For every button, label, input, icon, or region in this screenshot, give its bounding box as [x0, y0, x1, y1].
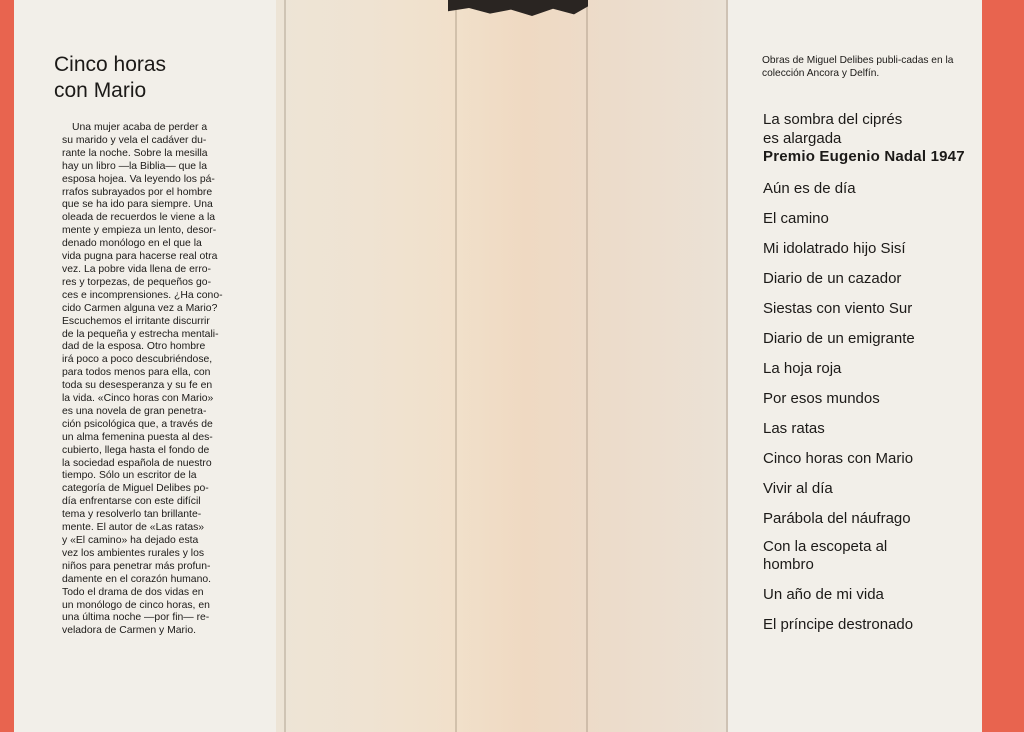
work-title-line: La sombra del ciprés — [763, 111, 903, 128]
work-title: Aún es de día — [763, 180, 856, 197]
work-title: Parábola del náufrago — [763, 510, 911, 527]
synopsis-line: oleada de recuerdos le viene a la — [62, 212, 216, 224]
synopsis-line: de la pequeña y estrecha mentali- — [62, 328, 219, 340]
synopsis-line: res y torpezas, de pequeños go- — [62, 276, 212, 288]
fold-line — [284, 0, 286, 732]
fold-line — [455, 0, 457, 732]
synopsis-line: ces e incomprensiones. ¿Ha cono- — [62, 289, 223, 301]
synopsis-line: mente y empieza un lento, desor- — [62, 225, 217, 237]
synopsis-line: irá poco a poco descubriéndose, — [62, 354, 213, 366]
synopsis-line: y «El camino» ha dejado esta — [62, 535, 199, 546]
book-title-line: Cinco horas — [54, 53, 167, 76]
synopsis-line: Una mujer acaba de perder a — [72, 122, 208, 133]
synopsis-line: la sociedad española de nuestro — [62, 457, 212, 469]
synopsis-line: día enfrentarse con este difícil — [62, 496, 201, 508]
synopsis-line: Todo el drama de dos vidas en — [62, 586, 204, 598]
synopsis-line: toda su desesperanza y su fe en — [62, 380, 213, 392]
fold-line — [586, 0, 588, 732]
synopsis-line: denado monólogo en el que la — [62, 238, 202, 250]
book-title-line: con Mario — [54, 79, 147, 102]
synopsis-text — [62, 122, 262, 638]
synopsis-line: categoría de Miguel Delibes po- — [62, 483, 209, 495]
synopsis-line: mente. El autor de «Las ratas» — [62, 522, 205, 534]
synopsis-line: damente en el corazón humano. — [62, 573, 212, 585]
synopsis-line: Escuchemos el irritante discurrir — [62, 315, 210, 327]
synopsis-line: rante la noche. Sobre la mesilla — [62, 147, 208, 159]
work-title: Mi idolatrado hijo Sisí — [763, 240, 906, 257]
synopsis-line: es una novela de gran penetra- — [62, 405, 207, 417]
work-title: El príncipe destronado — [763, 616, 914, 633]
work-title: Cinco horas con Mario — [763, 450, 914, 467]
work-title: Con la escopeta al — [763, 538, 888, 555]
work-title: Diario de un emigrante — [763, 330, 915, 347]
work-title: El camino — [763, 210, 829, 227]
synopsis-line: vida pugna para hacerse real otra — [62, 251, 218, 263]
works-rest — [763, 166, 973, 646]
left-border — [0, 0, 14, 732]
synopsis-line: cubierto, llega hasta el fondo de — [62, 444, 210, 456]
synopsis-line: un alma femenina puesta al des- — [62, 431, 213, 443]
synopsis-line: para todos menos para ella, con — [62, 367, 211, 379]
synopsis-line: tema y resolverlo tan brillante- — [62, 509, 202, 521]
synopsis-line: niños para penetrar más profun- — [62, 560, 211, 572]
synopsis-line: hay un libro —la Biblia— que la — [62, 160, 207, 172]
work-title: Siestas con viento Sur — [763, 300, 913, 317]
synopsis-line: cido Carmen alguna vez a Mario? — [62, 302, 218, 314]
synopsis-line: vez los ambientes rurales y los — [62, 547, 205, 559]
synopsis-line: que se ha ido para siempre. Una — [62, 199, 213, 211]
work-title — [763, 110, 973, 148]
work-title: Las ratas — [763, 420, 825, 437]
spine-back-area — [276, 0, 728, 732]
works-list — [763, 110, 973, 646]
synopsis-line: su marido y vela el cadáver du- — [62, 134, 207, 146]
synopsis-line: vez. La pobre vida llena de erro- — [62, 263, 212, 275]
work-title: Por esos mundos — [763, 390, 880, 407]
synopsis-line: tiempo. Sólo un escritor de la — [62, 470, 197, 482]
synopsis-line: dad de la esposa. Otro hombre — [62, 341, 206, 353]
synopsis-line: una última noche —por fin— re- — [62, 612, 210, 624]
work-title: hombro — [763, 556, 814, 573]
book-title — [54, 52, 254, 104]
works-header: Obras de Miguel Delibes publi-cadas en la colección Ancora y Delfín. — [762, 55, 954, 79]
synopsis-line: esposa hojea. Va leyendo los pá- — [62, 173, 215, 185]
synopsis-line: un monólogo de cinco horas, en — [62, 599, 210, 611]
work-title-line: es alargada — [763, 130, 842, 147]
work-title: Diario de un cazador — [763, 270, 902, 287]
right-border — [982, 0, 1024, 732]
work-title: La hoja roja — [763, 360, 842, 377]
synopsis-line: la vida. «Cinco horas con Mario» — [62, 393, 214, 405]
work-title: Vivir al día — [763, 480, 833, 497]
synopsis-line: ción psicológica que, a través de — [62, 418, 213, 430]
synopsis-line: rrafos subrayados por el hombre — [62, 186, 213, 198]
work-title: Un año de mi vida — [763, 586, 884, 603]
synopsis-line: veladora de Carmen y Mario. — [62, 625, 196, 637]
prize-note: Premio Eugenio Nadal 1947 — [763, 148, 965, 165]
